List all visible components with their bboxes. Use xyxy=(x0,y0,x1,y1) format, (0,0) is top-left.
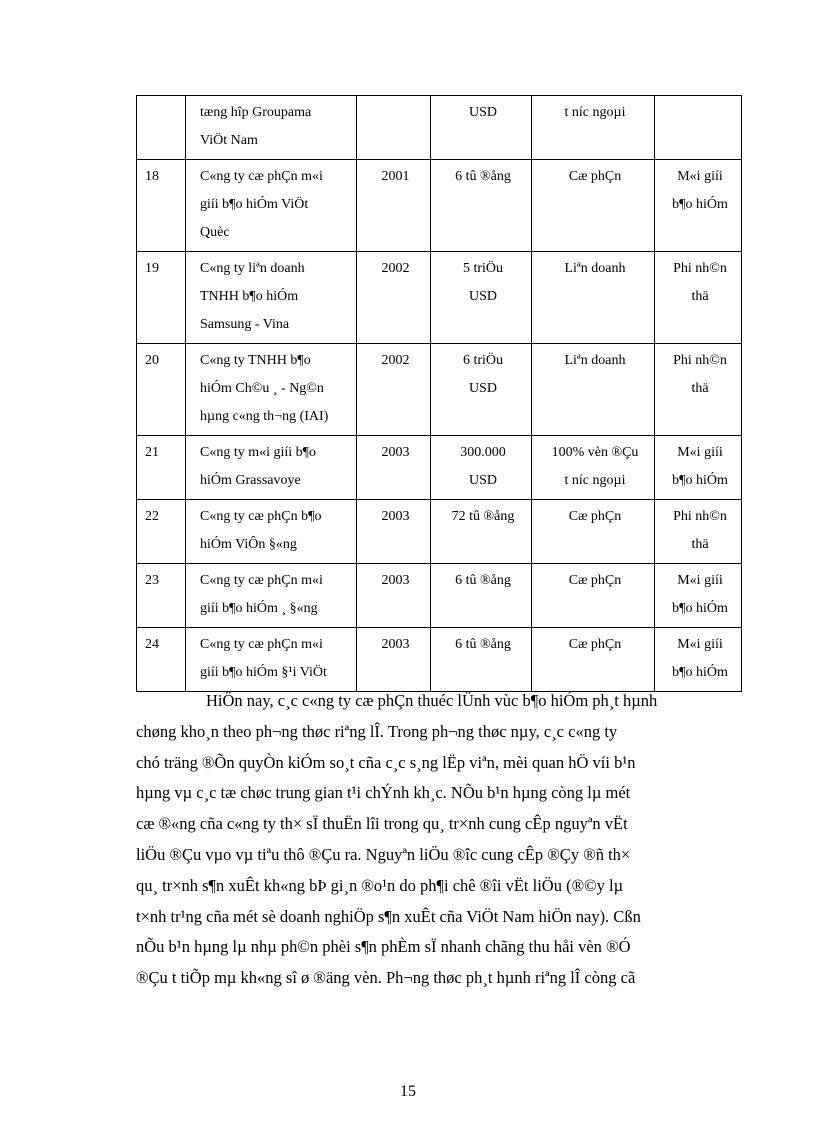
cell-capital xyxy=(431,160,532,252)
cell-field xyxy=(655,252,742,344)
cell-year xyxy=(357,96,431,160)
cell-capital xyxy=(431,628,532,692)
cell-text: b¶o hiÓm xyxy=(672,473,728,488)
cell-type xyxy=(532,628,655,692)
cell-text: 6 triÖu xyxy=(462,353,504,368)
cell-text: giíi b¶o hiÓm ViÖt xyxy=(200,197,309,212)
paragraph-line: cæ ®«ng cña c«ng ty th× sÏ thuËn lîi trong qu¸ tr×nh cung cÊp nguyªn vËt xyxy=(136,814,628,834)
body-paragraph xyxy=(136,686,742,994)
cell-text: M«i giíi xyxy=(677,445,723,460)
cell-text: M«i giíi xyxy=(677,573,723,588)
cell-no xyxy=(137,96,186,160)
cell-text: 2003 xyxy=(381,509,410,524)
cell-text: 6 tû ®ång xyxy=(455,169,511,184)
cell-text: t níc ngoµi xyxy=(564,105,626,120)
cell-text: 2003 xyxy=(381,573,410,588)
cell-text: hiÓm ViÔn §«ng xyxy=(200,537,297,552)
cell-capital xyxy=(431,252,532,344)
cell-text: 72 tû ®ång xyxy=(451,509,515,524)
cell-text: Cæ phÇn xyxy=(568,509,622,524)
cell-text: Phi nh©n xyxy=(673,353,727,368)
cell-text: tæng hîp Groupama xyxy=(200,105,312,120)
table-row xyxy=(137,436,742,500)
paragraph-line: nÕu b¹n hµng lµ nhµ ph©n phèi s¶n phÈm sÏ nhanh chãng thu håi vèn ®Ó xyxy=(136,937,631,957)
cell-text: C«ng ty cæ phÇn m«i xyxy=(200,637,323,652)
cell-company-name xyxy=(186,564,357,628)
paragraph-line: ®Çu t tiÕp mµ kh«ng sî ø ®äng vèn. Ph¬ng thøc ph¸t hµnh riªng lÎ còng cã xyxy=(136,968,636,988)
cell-no xyxy=(137,564,186,628)
cell-text: b¶o hiÓm xyxy=(672,601,728,616)
table-row xyxy=(137,252,742,344)
cell-company-name xyxy=(186,344,357,436)
cell-text: C«ng ty cæ phÇn m«i xyxy=(200,169,323,184)
cell-text: 5 triÖu xyxy=(462,261,504,276)
cell-capital xyxy=(431,564,532,628)
cell-company-name xyxy=(186,252,357,344)
cell-year xyxy=(357,436,431,500)
page-number: 15 xyxy=(400,1083,416,1100)
cell-year xyxy=(357,500,431,564)
cell-type xyxy=(532,436,655,500)
cell-text: 2002 xyxy=(381,261,410,276)
cell-no xyxy=(137,252,186,344)
paragraph-line: liÖu ®Çu vµo vµ tiªu thô ®Çu ra. Nguyªn liÖu ®îc cung cÊp ®Çy ®ñ th× xyxy=(136,844,631,864)
cell-text: USD xyxy=(468,473,497,488)
cell-text: USD xyxy=(468,381,497,396)
cell-type xyxy=(532,160,655,252)
cell-year xyxy=(357,160,431,252)
cell-text: hiÓm Ch©u ¸ - Ng©n xyxy=(200,381,324,396)
table-row xyxy=(137,96,742,160)
cell-company-name xyxy=(186,500,357,564)
table-row xyxy=(137,628,742,692)
cell-year xyxy=(357,344,431,436)
cell-no xyxy=(137,160,186,252)
cell-text: Cæ phÇn xyxy=(568,637,622,652)
cell-text: thä xyxy=(691,537,709,552)
cell-text: USD xyxy=(468,105,497,120)
table-row xyxy=(137,564,742,628)
cell-field xyxy=(655,436,742,500)
cell-text: ViÖt Nam xyxy=(200,133,258,148)
cell-capital xyxy=(431,344,532,436)
cell-text: C«ng ty m«i giíi b¶o xyxy=(200,445,317,460)
cell-text: 20 xyxy=(145,353,159,368)
table-row xyxy=(137,344,742,436)
table-row xyxy=(137,500,742,564)
cell-text: 6 tû ®ång xyxy=(455,637,511,652)
cell-company-name xyxy=(186,628,357,692)
cell-text: 2001 xyxy=(381,169,410,184)
cell-year xyxy=(357,628,431,692)
cell-text: 19 xyxy=(145,261,159,276)
cell-text: t níc ngoµi xyxy=(564,473,626,488)
cell-text: 2002 xyxy=(381,353,410,368)
cell-field xyxy=(655,344,742,436)
cell-text: Quèc xyxy=(200,225,230,240)
cell-text: C«ng ty TNHH b¶o xyxy=(200,353,311,368)
table-body xyxy=(137,96,742,692)
cell-text: Liªn doanh xyxy=(564,261,626,276)
cell-text: hµng c«ng th¬ng (IAI) xyxy=(200,409,329,424)
cell-no xyxy=(137,628,186,692)
cell-year xyxy=(357,252,431,344)
cell-text: giíi b¶o hiÓm ¸ §«ng xyxy=(200,601,318,616)
cell-text: TNHH b¶o hiÓm xyxy=(200,289,299,304)
cell-text: b¶o hiÓm xyxy=(672,665,728,680)
cell-no xyxy=(137,500,186,564)
cell-text: C«ng ty cæ phÇn m«i xyxy=(200,573,323,588)
cell-text: C«ng ty cæ phÇn b¶o xyxy=(200,509,322,524)
paragraph-line: qu¸ tr×nh s¶n xuÊt kh«ng bÞ gi¸n ®o¹n do ph¶i chê ®îi vËt liÖu (®©y lµ xyxy=(136,875,624,895)
cell-no xyxy=(137,344,186,436)
cell-text: C«ng ty liªn doanh xyxy=(200,261,305,276)
cell-text: 21 xyxy=(145,445,159,460)
cell-type xyxy=(532,252,655,344)
cell-text: USD xyxy=(468,289,497,304)
cell-field xyxy=(655,564,742,628)
cell-text: Phi nh©n xyxy=(673,509,727,524)
cell-text: Cæ phÇn xyxy=(568,169,622,184)
cell-text: thä xyxy=(691,289,709,304)
cell-text: 18 xyxy=(145,169,159,184)
cell-text: 100% vèn ®Çu xyxy=(551,445,639,460)
cell-text: b¶o hiÓm xyxy=(672,197,728,212)
cell-text: 24 xyxy=(145,637,159,652)
cell-capital xyxy=(431,500,532,564)
cell-company-name xyxy=(186,96,357,160)
cell-field xyxy=(655,500,742,564)
cell-field xyxy=(655,96,742,160)
cell-text: 22 xyxy=(145,509,159,524)
cell-text: 2003 xyxy=(381,445,410,460)
cell-text: giíi b¶o hiÓm §¹i ViÖt xyxy=(200,665,327,680)
table-row xyxy=(137,160,742,252)
company-table xyxy=(136,95,742,692)
cell-company-name xyxy=(186,160,357,252)
cell-text: 23 xyxy=(145,573,159,588)
cell-text: M«i giíi xyxy=(677,169,723,184)
paragraph-line: chó träng ®Õn quyÒn kiÓm so¸t cña c¸c s¸ng lËp viªn, mèi quan hÖ víi b¹n xyxy=(136,752,636,772)
cell-type xyxy=(532,564,655,628)
cell-text: hiÓm Grassavoye xyxy=(200,473,301,488)
cell-company-name xyxy=(186,436,357,500)
cell-text: Phi nh©n xyxy=(673,261,727,276)
cell-year xyxy=(357,564,431,628)
cell-text: Liªn doanh xyxy=(564,353,626,368)
cell-type xyxy=(532,96,655,160)
cell-text: 2003 xyxy=(381,637,410,652)
cell-field xyxy=(655,628,742,692)
cell-text: M«i giíi xyxy=(677,637,723,652)
cell-text: 300.000 xyxy=(460,445,506,460)
paragraph-line: chøng kho¸n theo ph¬ng thøc riªng lÎ. Trong ph¬ng thøc nµy, c¸c c«ng ty xyxy=(136,721,618,741)
cell-capital xyxy=(431,436,532,500)
cell-type xyxy=(532,344,655,436)
cell-type xyxy=(532,500,655,564)
cell-capital xyxy=(431,96,532,160)
cell-text: thä xyxy=(691,381,709,396)
cell-field xyxy=(655,160,742,252)
paragraph-line: HiÖn nay, c¸c c«ng ty cæ phÇn thuéc lÜnh vùc b¶o hiÓm ph¸t hµnh xyxy=(206,691,658,710)
cell-text: Cæ phÇn xyxy=(568,573,622,588)
paragraph-line: t×nh tr¹ng cña mét sè doanh nghiÖp s¶n xuÊt cña ViÖt Nam hiÖn nay). Cßn xyxy=(136,906,641,926)
cell-text: Samsung - Vina xyxy=(200,317,290,332)
cell-text: 6 tû ®ång xyxy=(455,573,511,588)
paragraph-line: hµng vµ c¸c tæ chøc trung gian t¹i chÝnh kh¸c. NÕu b¹n hµng còng lµ mét xyxy=(136,783,631,803)
cell-no xyxy=(137,436,186,500)
